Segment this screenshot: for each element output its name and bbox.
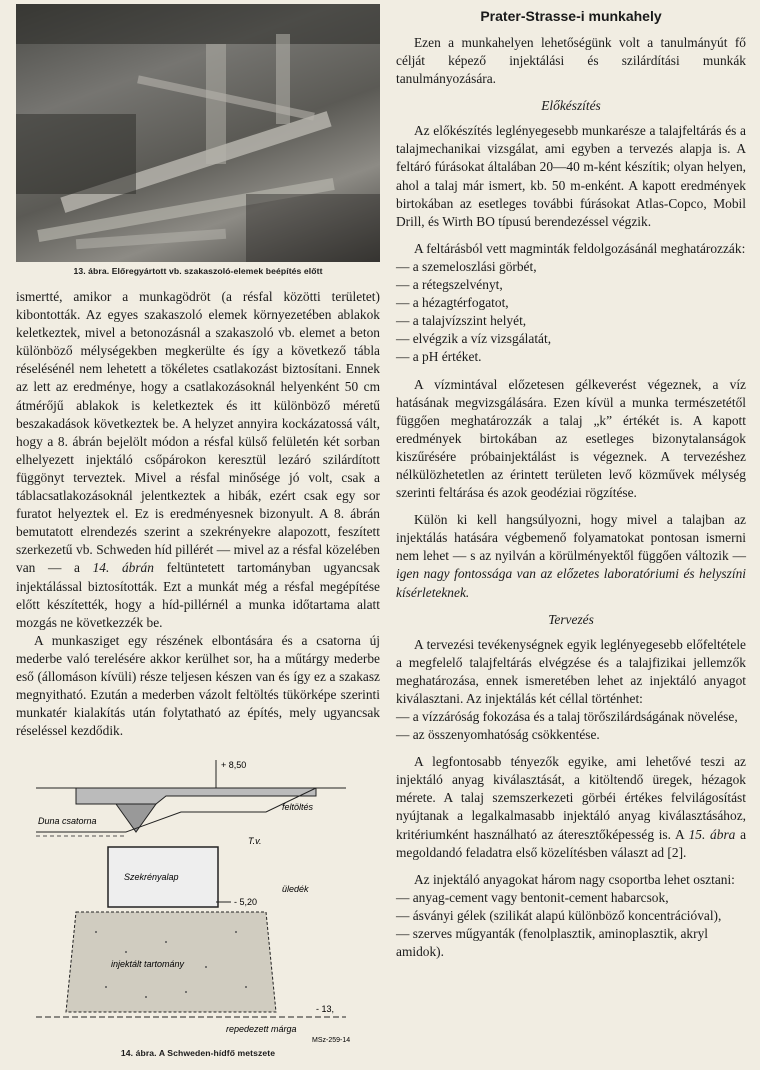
label-uledek: üledék [282, 884, 309, 895]
body-paragraph: A feltárásból vett magminták feldolgozásánál meghatározzák: [414, 240, 746, 256]
list-item: — az összenyomhatóság csökkentése. [396, 727, 600, 743]
list-item: — a szemeloszlási görbét, [396, 258, 537, 274]
figure-13-photo [16, 4, 380, 262]
subheading-tervezes: Tervezés [548, 611, 594, 627]
level-label-top: + 8,50 [221, 760, 247, 771]
list-item: — a vízzáróság fokozása és a talaj törőszilárdságának növelése, [396, 709, 738, 724]
label-marga: repedezett márga [226, 1024, 297, 1035]
section-title: Prater-Strasse-i munkahely [480, 8, 662, 24]
list-item: — a rétegszelvényt, [396, 277, 503, 293]
list-celok [396, 708, 746, 744]
list-item: — elvégzik a víz vizsgálatát, [396, 331, 552, 347]
figure-code: MSz-259-14 [312, 1037, 351, 1043]
left-column [16, 4, 380, 1070]
body-paragraph: A legfontosabb tényezők egyike, ami lehetővé teszi az injektáló anyag kiválasztását, a kitöltendő üregek, hézagok mérete. A talaj szemszerkezeti görbéi értékes felvilágosítást nyújtanak a legalkalmasabb injektáló anyag kiválasztásához, kritériumként használható az áteresztőképesség is. A 15. ábra a megoldandó feladatra első közelítésben választ ad [2]. [396, 754, 747, 860]
list-item: — a hézagtérfogatot, [396, 295, 509, 311]
list-anyagok [396, 889, 746, 961]
list-item: — ásványi gélek (szilikát alapú különböző koncentrációval), [396, 907, 722, 923]
list-item: — a pH értéket. [396, 349, 482, 365]
body-paragraph: Az előkészítés leglényegesebb munkarésze a talajfeltárás és a talajmechanikai vizsgálat, ami egyben a tervezés alapja is. A feltáró fúrásokat általában 20—40 m-ként készítik; olyan helyen, ahol a talaj már ismert, kb. 50 m-enként. A kapott eredmények birtokában az esetleges további fúrásokat Atlas-Copco, Mobil Drill, és Wirth BO típusú berendezéssel végzik. [396, 123, 746, 229]
body-paragraph: A vízmintával előzetesen gélkeverést végeznek, a víz hatásának megvizsgálására. Ezen kívül a munka természetétől függően meghatározzák a talaj „k” értékét is. A kapott eredmények birtokában az esetleges bizonytalanságok kiszűrésére próbainjektálást is végeznek. A tervezéshez nélkülözhetetlen az érintett területen levő közművek mélység szerinti feltárása és azok geodéziai rögzítése. [396, 376, 746, 501]
body-paragraph: ismertté, amikor a munkagödröt (a résfal közötti területet) kibontották. Az egyes szakaszoló elemek környezetében ablakok keletkeztek, mivel a betonozásnál a szakaszoló vb. elemet a beton különböző mélységekben megkerülte és így a következő tábla réselésénél nem lehetett a tökéletes csatlakozást biztosítani. Ennek az lett az eredménye, hogy a csatlakozásoknál helyenként 50 cm átmérőjű ablakok is keletkeztek és itt különböző méretű beszakadások következtek be. A helyzet annyira kockázatossá vált, hogy a 8. ábrán bejelölt módon a résfal külső felületén két sorban elhelyezett injektáló csőpárokon keresztül lezáró szilárdított függönyt terveztek. Mivel a résfal minősége jó volt, csak a táblacsatlakozásoknál jelentkeztek a hibák, ezért csak egy sor furatot helyeztek el. Ez is eredményesnek bizonyult. A 8. ábrán bemutatott elrendezés szerint a szekrényekre alapozott, feszített szerkezetű vb. Schweden híd pillérét — mivel az a résfal közelében van — a 14. ábrán feltüntetett tartományban ugyancsak injektálással biztosították. Ezt a munkát még a résfal megépítése előtt készítették, hogy a híd-pillérnél a munka időtartama alatt mozgás ne következzék be. [16, 289, 380, 630]
label-injekt: injektált tartomány [111, 959, 185, 970]
list-meghatarozas [396, 258, 746, 367]
body-paragraph: A munkasziget egy részének elbontására és a csatorna új mederbe való terelésére akkor kerülhet sor, ha a műtárgy mederbe eső (állomáson kívüli) része teljesen készen van és így ez a szakasz megnyitható. Ezután a mederben vázolt feltöltés tükörképe szerinti munkatér kialakítás után folytatható az építés, mely ugyancsak réseléssel kezdődik. [16, 632, 380, 739]
figure-13-caption: 13. ábra. Előregyártott vb. szakaszoló-elemek beépítés előtt [73, 266, 323, 276]
body-paragraph: A tervezési tevékenységnek egyik leglényegesebb előfeltétele a megfelelő talajfeltárás elvégzése és a talajfizikai jellemzők meghatározása, ennek ismeretében lehet az injektáló anyagot kiválasztani. Az injektálás két céllal történhet: [396, 636, 746, 706]
label-szekreny: Szekrényalap [124, 872, 179, 883]
subheading-elokeszites: Előkészítés [541, 98, 601, 114]
figure-14-caption: 14. ábra. A Schweden-hídfő metszete [120, 1048, 276, 1059]
label-tv: T.v. [248, 836, 262, 847]
list-item: — szerves műgyanták (fenolplasztik, aminoplasztik, akryl amidok). [396, 926, 708, 960]
label-duna: Duna csatorna [38, 816, 97, 827]
body-paragraph: Az injektáló anyagokat három nagy csoportba lehet osztani: [414, 871, 735, 887]
list-item: — a talajvízszint helyét, [396, 313, 527, 329]
right-column [396, 4, 746, 961]
list-item: — anyag-cement vagy bentonit-cement habarcsok, [396, 889, 669, 905]
body-paragraph: Ezen a munkahelyen lehetőségünk volt a tanulmányút fő célját képező injektálási és szilárdítási munkák tanulmányozására. [396, 35, 746, 87]
body-paragraph: Külön ki kell hangsúlyozni, hogy mivel a talajban az injektálás hatására végbemenő folyamatokat pontosan ismerni nem lehet — s az nyilván a körülményektől függően változik — igen nagy fontossága van az előzetes laboratóriumi és helyszíni kísérleteknek. [396, 512, 746, 600]
level-label-bottom: - 13, [316, 1004, 335, 1015]
label-feltoltes: feltöltés [282, 802, 314, 813]
level-label-mid: - 5,20 [234, 897, 258, 908]
figure-14-diagram [16, 752, 380, 1042]
